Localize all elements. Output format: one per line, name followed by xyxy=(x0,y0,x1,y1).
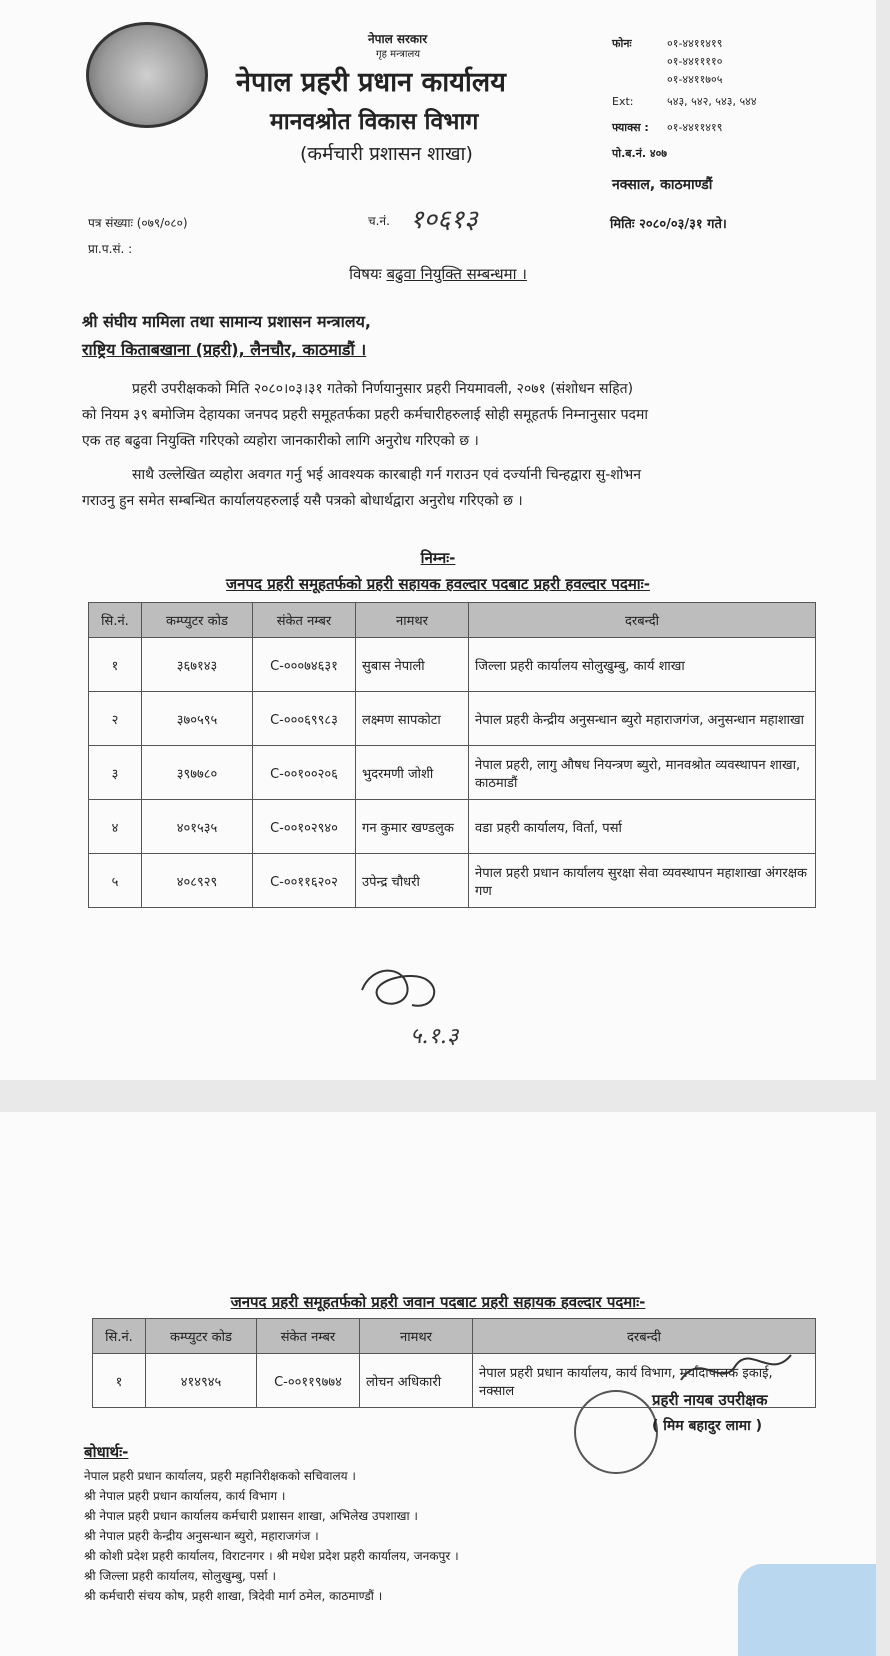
list-item: श्री जिल्ला प्रहरी कार्यालय, सोलुखुम्बु, पर्सा । xyxy=(84,1569,277,1583)
phone-1: ०१-४४११४१९ xyxy=(667,37,723,50)
cell-sn: ३ xyxy=(89,746,142,800)
table-row xyxy=(89,638,816,692)
cell-name: सुबास नेपाली xyxy=(356,638,469,692)
promotion-table-1 xyxy=(88,602,816,908)
body-paragraph-2 xyxy=(82,462,832,514)
signatory-designation: प्रहरी नायब उपरीक्षक xyxy=(652,1391,768,1409)
list-item: नेपाल प्रहरी प्रधान कार्यालय, प्रहरी महानिरीक्षकको सचिवालय । xyxy=(84,1469,356,1483)
nimna-label: निम्नः- xyxy=(420,549,456,567)
subject-label: विषयः xyxy=(349,265,382,283)
ext-values: ५४३, ५४२, ५४३, ५४४ xyxy=(667,95,757,108)
phone-2: ०१-४४११११० xyxy=(667,55,723,68)
cell-code: ३६७१४३ xyxy=(142,638,253,692)
cell-sanket: C-००११६२०२ xyxy=(253,854,356,908)
ministry-label: गृह मन्त्रालय xyxy=(376,49,421,60)
table-row xyxy=(89,692,816,746)
cell-code: ३७०५९५ xyxy=(142,692,253,746)
cell-darbandi: नेपाल प्रहरी, लागु औषध नियन्त्रण ब्युरो, मानवश्रोत व्यवस्थापन शाखा, काठमाडौं xyxy=(469,746,816,800)
prapas-label: प्रा.प.सं. : xyxy=(88,242,133,256)
cell-code: ४१४९४५ xyxy=(146,1354,257,1408)
department-title: मानवश्रोत विकास विभाग xyxy=(270,109,479,135)
table-header-row xyxy=(89,603,816,638)
cell-name: गन कुमार खण्डलुक xyxy=(356,800,469,854)
cell-darbandi: वडा प्रहरी कार्यालय, विर्ता, पर्सा xyxy=(469,800,816,854)
para2-line2: गराउनु हुन समेत सम्बन्धित कार्यालयहरुलाई यसै पत्रको बोधार्थद्वारा अनुरोध गरिएको छ । xyxy=(82,493,523,509)
para1-line3: एक तह बढुवा नियुक्ति गरिएको व्यहोरा जानकारीको लागि अनुरोध गरिएको छ । xyxy=(82,433,479,449)
cell-name: लक्ष्मण सापकोटा xyxy=(356,692,469,746)
nepal-emblem-icon xyxy=(86,22,208,128)
cell-sn: २ xyxy=(89,692,142,746)
boda-list xyxy=(84,1466,604,1606)
cell-sanket: C-००११९७७४ xyxy=(257,1354,360,1408)
cell-code: ४०१५३५ xyxy=(142,800,253,854)
list-item: श्री कर्मचारी संचय कोष, प्रहरी शाखा, त्रिदेवी मार्ग ठमेल, काठमाण्डौं । xyxy=(84,1589,383,1603)
col-code: कम्प्युटर कोड xyxy=(142,603,253,638)
list-item: श्री कोशी प्रदेश प्रहरी कार्यालय, विराटनगर । श्री मधेश प्रदेश प्रहरी कार्यालय, जनकपुर । xyxy=(84,1549,459,1563)
letter-date: मितिः २०८०/०३/३१ गते। xyxy=(610,217,727,232)
dispatch-number: १०६१३ xyxy=(410,205,478,235)
cell-code: ४०८९२९ xyxy=(142,854,253,908)
table-row xyxy=(89,800,816,854)
body-paragraph-1 xyxy=(82,376,832,454)
col-darbandi: दरबन्दी xyxy=(473,1319,816,1354)
boda-label: बोधार्थः- xyxy=(84,1443,129,1461)
cell-sn: ४ xyxy=(89,800,142,854)
dispatch-label: च.नं. xyxy=(368,214,390,228)
letter-number: पत्र संख्याः (०७९/०८०) xyxy=(88,216,188,230)
list-item: श्री नेपाल प्रहरी प्रधान कार्यालय, कार्य विभाग । xyxy=(84,1489,286,1503)
table-row xyxy=(89,746,816,800)
signatory-name: ( मिम बहादुर लामा ) xyxy=(652,1418,762,1434)
phone-3: ०१-४४११७०५ xyxy=(667,73,723,86)
cell-darbandi: नेपाल प्रहरी प्रधान कार्यालय, कार्य विभाग, मर्यादापालक इकाई, नक्साल xyxy=(473,1354,816,1408)
initials-text: ५.१.३ xyxy=(410,1024,459,1049)
cell-name: भुदरमणी जोशी xyxy=(356,746,469,800)
recipient-line-2: राष्ट्रिय किताबखाना (प्रहरी), लैनचौर, काठमाडौं । xyxy=(82,340,367,359)
table2-heading: जनपद प्रहरी समूहतर्फको प्रहरी जवान पदबाट प्रहरी सहायक हवल्दार पदमाः- xyxy=(230,1293,646,1311)
fax-value: ०१-४४११४१९ xyxy=(667,121,723,134)
para1-line1: प्रहरी उपरीक्षकको मिति २०८०।०३।३१ गतेको निर्णयानुसार प्रहरी नियमावली, २०७१ (संशोधन सहित) xyxy=(132,381,634,397)
cell-sanket: C-००१०२९४० xyxy=(253,800,356,854)
cell-sanket: C-०००७४६३१ xyxy=(253,638,356,692)
col-sn: सि.नं. xyxy=(89,603,142,638)
table-row xyxy=(89,854,816,908)
office-stamp-icon xyxy=(574,1390,658,1474)
po-box: पो.ब.नं. ४०७ xyxy=(612,147,668,160)
cell-darbandi: नेपाल प्रहरी प्रधान कार्यालय सुरक्षा सेवा व्यवस्थापन महाशाखा अंगरक्षक गण xyxy=(469,854,816,908)
recipient-line-1: श्री संघीय मामिला तथा सामान्य प्रशासन मन्त्रालय, xyxy=(82,312,371,331)
col-name: नामथर xyxy=(360,1319,473,1354)
phone-label: फोनः xyxy=(612,37,632,50)
para2-line1: साथै उल्लेखित व्यहोरा अवगत गर्नु भई आवश्यक कारबाही गर्न गराउन एवं दर्ज्यानी चिन्हद्वारा सु-शोभन xyxy=(132,467,642,483)
overlay-corner-badge xyxy=(738,1564,876,1656)
para1-line2: को नियम ३९ बमोजिम देहायका जनपद प्रहरी समूहतर्फका प्रहरी कर्मचारीहरुलाई सोही समूहतर्फ निम्नानुसार पदमा xyxy=(82,407,648,423)
cell-sanket: C-०००६९९८३ xyxy=(253,692,356,746)
col-darbandi: दरबन्दी xyxy=(469,603,816,638)
col-name: नामथर xyxy=(356,603,469,638)
col-sn: सि.नं. xyxy=(93,1319,146,1354)
cell-code: ३९७७८० xyxy=(142,746,253,800)
col-sanket: संकेत नम्बर xyxy=(253,603,356,638)
office-title: नेपाल प्रहरी प्रधान कार्यालय xyxy=(236,67,506,98)
list-item: श्री नेपाल प्रहरी केन्द्रीय अनुसन्धान ब्युरो, महाराजगंज । xyxy=(84,1529,319,1543)
cell-darbandi: नेपाल प्रहरी केन्द्रीय अनुसन्धान ब्युरो महाराजगंज, अनुसन्धान महाशाखा xyxy=(469,692,816,746)
cell-sn: ५ xyxy=(89,854,142,908)
subject-text: बढुवा नियुक्ति सम्बन्धमा । xyxy=(386,265,527,283)
subject-line xyxy=(0,264,876,284)
ext-label: Ext: xyxy=(612,95,634,108)
cell-name: उपेन्द्र चौधरी xyxy=(356,854,469,908)
col-sanket: संकेत नम्बर xyxy=(257,1319,360,1354)
cell-darbandi: जिल्ला प्रहरी कार्यालय सोलुखुम्बु, कार्य शाखा xyxy=(469,638,816,692)
cell-sanket: C-००१००२०६ xyxy=(253,746,356,800)
letter-page-2 xyxy=(0,1112,876,1656)
cell-sn: १ xyxy=(93,1354,146,1408)
location-label: नक्साल, काठमाण्डौं xyxy=(612,177,713,193)
col-code: कम्प्युटर कोड xyxy=(146,1319,257,1354)
table1-heading: जनपद प्रहरी समूहतर्फको प्रहरी सहायक हवल्दार पदबाट प्रहरी हवल्दार पदमाः- xyxy=(226,575,650,593)
list-item: श्री नेपाल प्रहरी प्रधान कार्यालय कर्मचारी प्रशासन शाखा, अभिलेख उपशाखा । xyxy=(84,1509,418,1523)
cell-name: लोचन अधिकारी xyxy=(360,1354,473,1408)
cell-sn: १ xyxy=(89,638,142,692)
gov-label: नेपाल सरकार xyxy=(368,32,428,46)
fax-label: फ्याक्स : xyxy=(612,121,649,134)
branch-title: (कर्मचारी प्रशासन शाखा) xyxy=(300,143,473,165)
